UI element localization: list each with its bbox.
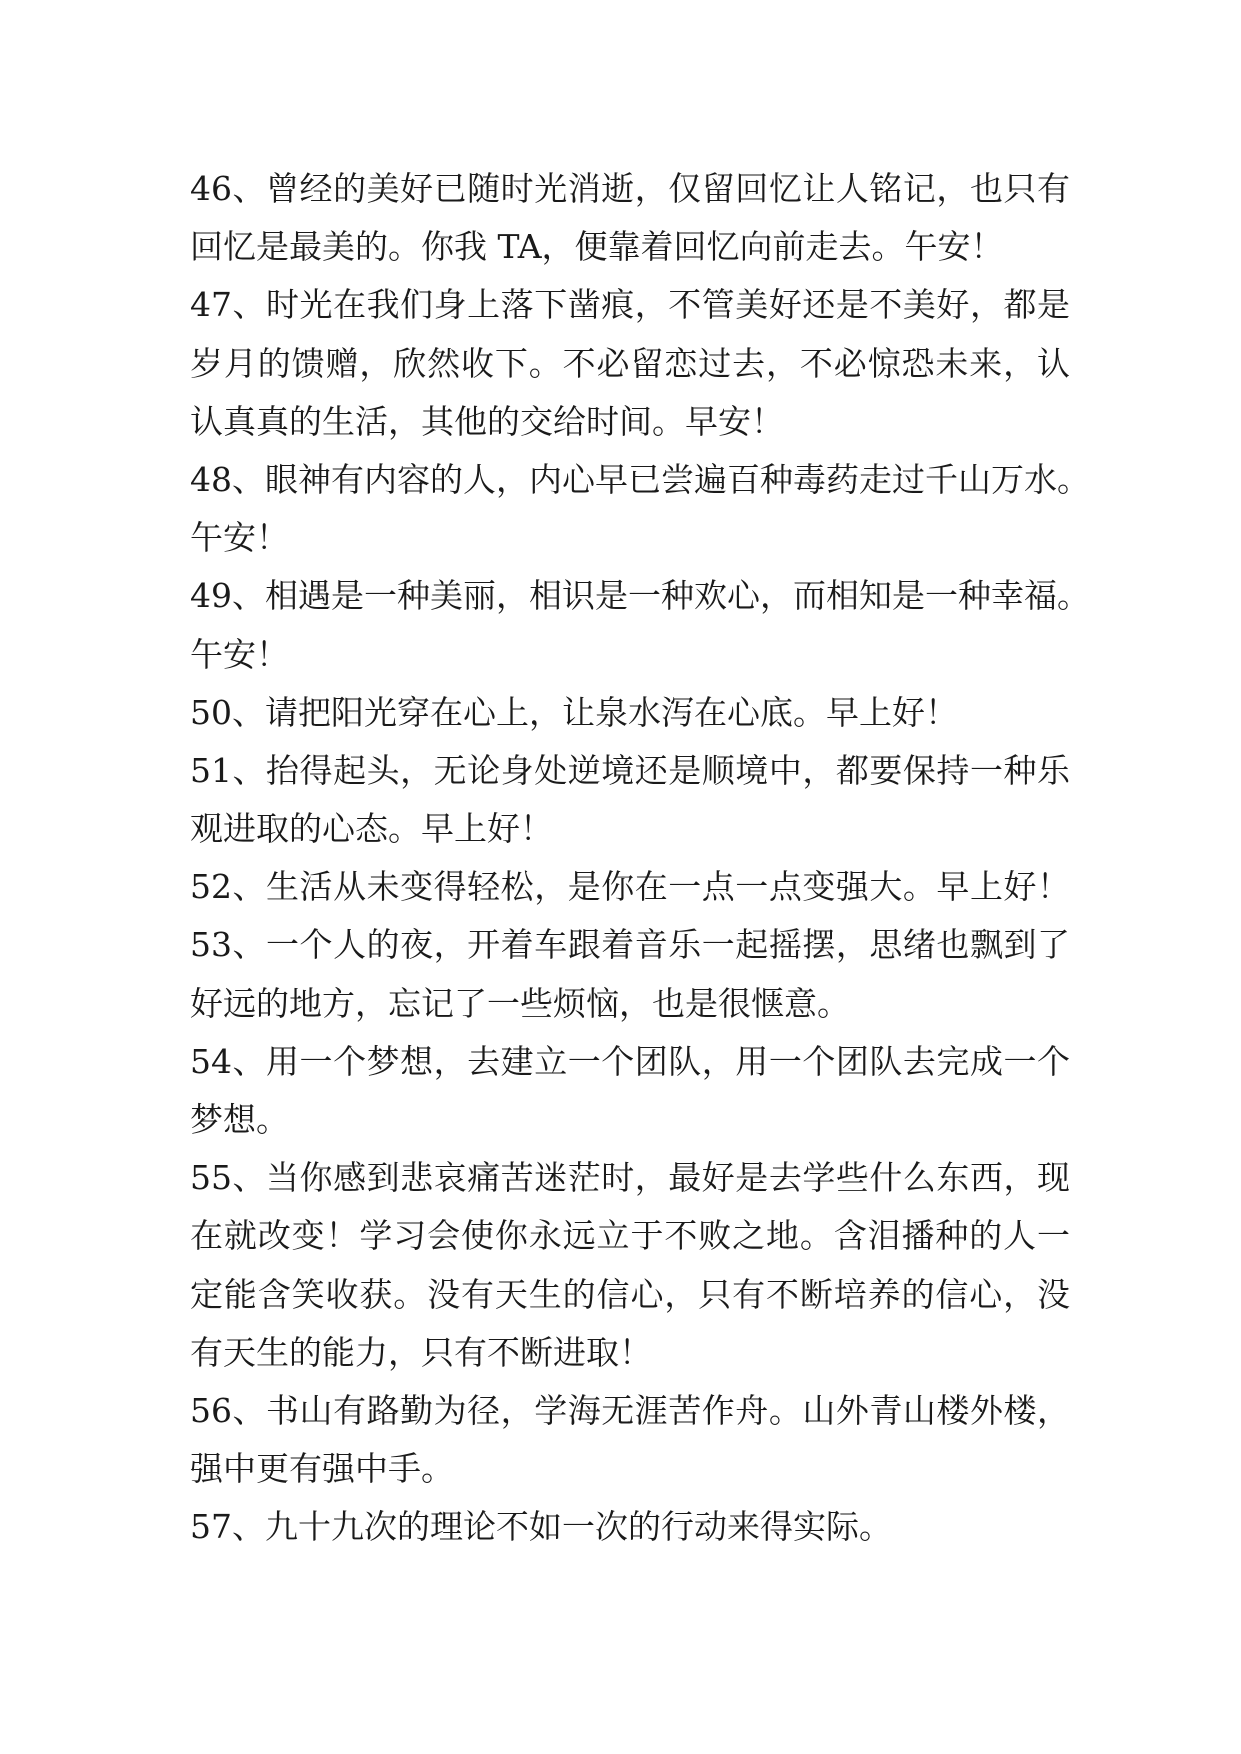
text-line: 53、一个人的夜，开着车跟着音乐一起摇摆，思绪也飘到了 [190, 925, 1070, 965]
text-line: 梦想。 [190, 1100, 289, 1139]
text-line: 51、抬得起头，无论身处逆境还是顺境中，都要保持一种乐 [190, 750, 1070, 790]
text-line: 48、眼神有内容的人，内心早已尝遍百种毒药走过千山万水。 [190, 459, 1090, 499]
text-line: 54、用一个梦想，去建立一个团队，用一个团队去完成一个 [190, 1041, 1070, 1081]
text-line: 47、时光在我们身上落下凿痕，不管美好还是不美好，都是 [190, 285, 1070, 325]
text-line: 强中更有强中手。 [190, 1449, 454, 1489]
text-line: 定能含笑收获。没有天生的信心，只有不断培养的信心，没 [190, 1274, 1070, 1314]
text-line: 52、生活从未变得轻松，是你在一点一点变强大。早上好！ [190, 867, 1070, 907]
text-line: 57、九十九次的理论不如一次的行动来得实际。 [190, 1507, 892, 1547]
text-line: 午安！ [190, 634, 289, 674]
text-line: 46、曾经的美好已随时光消逝，仅留回忆让人铭记，也只有 [190, 169, 1070, 208]
text-line: 观进取的心态。早上好！ [190, 809, 553, 849]
document-body [190, 160, 1090, 1557]
text-line: 56、书山有路勤为径，学海无涯苦作舟。山外青山楼外楼， [190, 1390, 1070, 1430]
text-line: 岁月的馈赠，欣然收下。不必留恋过去，不必惊恐未来，认 [190, 343, 1070, 383]
text-line: 55、当你感到悲哀痛苦迷茫时，最好是去学些什么东西，现 [190, 1158, 1070, 1198]
text-line: 认真真的生活，其他的交给时间。早安！ [190, 401, 784, 441]
text-line: 好远的地方，忘记了一些烦恼，也是很惬意。 [190, 983, 850, 1023]
text-line: 在就改变！学习会使你永远立于不败之地。含泪播种的人一 [190, 1216, 1070, 1256]
text-line: 午安！ [190, 518, 289, 558]
text-line: 有天生的能力，只有不断进取！ [190, 1332, 652, 1372]
text-line: 50、请把阳光穿在心上，让泉水泻在心底。早上好！ [190, 692, 958, 732]
text-line: 49、相遇是一种美丽，相识是一种欢心，而相知是一种幸福。 [190, 576, 1090, 616]
text-line: 回忆是最美的。你我 TA，便靠着回忆向前走去。午安！ [190, 227, 1004, 267]
